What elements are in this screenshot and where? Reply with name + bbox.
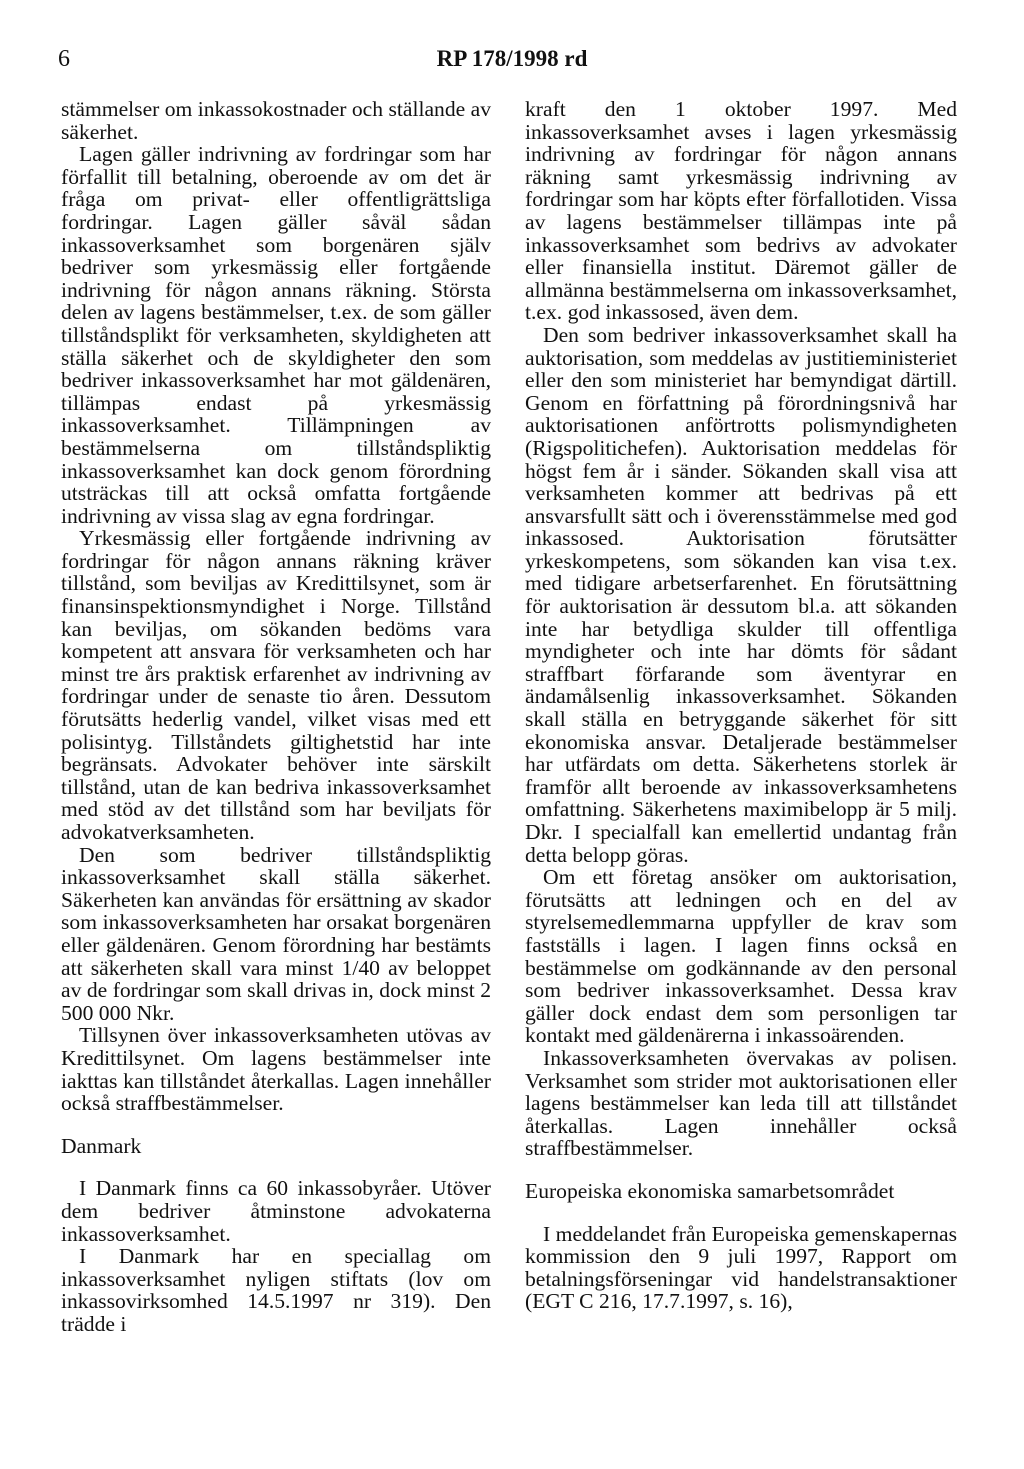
- right-column: [525, 98, 957, 1313]
- paragraph: I meddelandet från Europeiska gemenskapernas kommission den 9 juli 1997, Rapport om betalningsförseningar vid handelstransaktioner (EGT C 216, 17.7.1997, s. 16),: [525, 1221, 957, 1314]
- section-heading-danmark: Danmark: [61, 1133, 142, 1158]
- paragraph: I Danmark har en speciallag om inkassoverksamhet nyligen stiftats (lov om inkassovirksomhed 14.5.1997 nr 319). Den trädde i: [61, 1244, 491, 1336]
- page-number: 6: [58, 46, 70, 72]
- paragraph: Yrkesmässig eller fortgående indrivning av fordringar för någon annans räkning kräver tillstånd, som beviljas av Kredittilsynet, som är finansinspektionsmyndighet i Norge. Tillstånd kan beviljas, om sökanden bedöms vara kompetent att ansvara för verksamheten och har minst tre års praktisk erfarenhet av indrivning av fordringar under de senaste tio åren. Dessutom förutsätts hederlig vandel, vilket visas med ett polisintyg. Tillståndets giltighetstid har inte begränsats. Advokater behöver inte särskilt tillstånd, utan de kan bedriva inkassoverksamhet med stöd av det tillstånd som har beviljats för advokatverksamheten.: [61, 526, 491, 844]
- paragraph: kraft den 1 oktober 1997. Med inkassoverksamhet avses i lagen yrkesmässig indrivning av fordringar för någon annans räkning samt yrkesmässig indrivning av fordringar som har köpts efter förfallotiden. Vissa av lagens bestämmelser tillämpas inte på inkassoverksamhet som bedrivs av advokater eller finansiella institut. Däremot gäller de allmänna bestämmelserna om inkassoverksamhet, t.ex. god inkassosed, även dem.: [525, 97, 957, 325]
- paragraph: Inkassoverksamheten övervakas av polisen. Verksamhet som strider mot auktorisationen eller lagens bestämmelser kan leda till att tillståndet återkallas. Lagen innehåller också straffbestämmelser.: [525, 1045, 957, 1161]
- paragraph: Lagen gäller indrivning av fordringar som har förfallit till betalning, oberoende av om det är fråga om privat- eller offentligrättsliga fordringar. Lagen gäller såväl sådan inkassoverksamhet som borgenären själv bedriver som yrkesmässig eller fortgående indrivning för någon annans räkning. Största delen av lagens bestämmelser, t.ex. de som gäller tillståndsplikt för verksamheten, skyldigheten att ställa säkerhet och de skyldigheter den som bedriver inkassoverksamhet har mot gäldenären, tillämpas endast på yrkesmässig inkassoverksamhet. Tillämpningen av bestämmelserna om tillståndspliktig inkassoverksamhet kan dock genom förordning utsträckas till att också omfatta fortgående indrivning av vissa slag av egna fordringar.: [61, 142, 491, 528]
- running-title: RP 178/1998 rd: [436, 46, 588, 71]
- left-column: [61, 98, 491, 1335]
- paragraph: stämmelser om inkassokostnader och ställande av säkerhet.: [61, 97, 491, 144]
- paragraph: Den som bedriver inkassoverksamhet skall ha auktorisation, som meddelas av justitieministeriet eller den som ministeriet har bemyndigat därtill. Genom en författning på förordningsnivå har auktorisationen anförtrotts polismyndigheten (Rigspolitichefen). Auktorisation meddelas för högst fem år i sänder. Sökanden skall visa att verksamheten kommer att bedrivas på ett ansvarsfullt sätt och i överensstämmelse med god inkassosed. Auktorisation förutsätter yrkeskompetens, som sökanden kan visa t.ex. med tidigare arbetserfarenhet. En förutsättning för auktorisation är dessutom bl.a. att sökanden inte har betydliga skulder till offentliga myndigheter och inte har dömts för sådant straffbart förfarande som äventyrar en ändamålsenlig inkassoverksamhet. Sökanden skall ställa en betryggande säkerhet för sitt ekonomiska ansvar. Detaljerade bestämmelser har utfärdats om detta. Säkerhetens storlek är framför allt beroende av inkassoverksamhetens omfattning. Säkerhetens maximibelopp är 5 milj. Dkr. I specialfall kan emellertid undantag från detta belopp göras.: [525, 322, 957, 867]
- paragraph: Den som bedriver tillståndspliktig inkassoverksamhet skall ställa säkerhet. Säkerheten kan användas för ersättning av skador som inkassoverksamheten har orsakat borgenären eller gäldenären. Genom förordning har bestämts att säkerheten skall vara minst 1/40 av beloppet av de fordringar som skall drivas in, dock minst 2 500 000 Nkr.: [61, 842, 491, 1025]
- paragraph: Om ett företag ansöker om auktorisation, förutsätts att ledningen och en del av styrelsemedlemmarna uppfyller de krav som fastställs i lagen. I lagen finns också en bestämmelse om godkännande av den personal som bedriver inkassoverksamhet. Dessa krav gäller dock endast dem som personligen tar kontakt med gäldenärerna i inkassoärenden.: [525, 865, 957, 1048]
- paragraph: Tillsynen över inkassoverksamheten utövas av Kredittilsynet. Om lagens bestämmelser inte iakttas kan tillståndet återkallas. Lagen innehåller också straffbestämmelser.: [61, 1023, 491, 1116]
- section-heading-ees: Europeiska ekonomiska samarbetsområdet: [525, 1178, 895, 1203]
- paragraph: I Danmark finns ca 60 inkassobyråer. Utöver dem bedriver åtminstone advokaterna inkassoverksamhet.: [61, 1176, 491, 1246]
